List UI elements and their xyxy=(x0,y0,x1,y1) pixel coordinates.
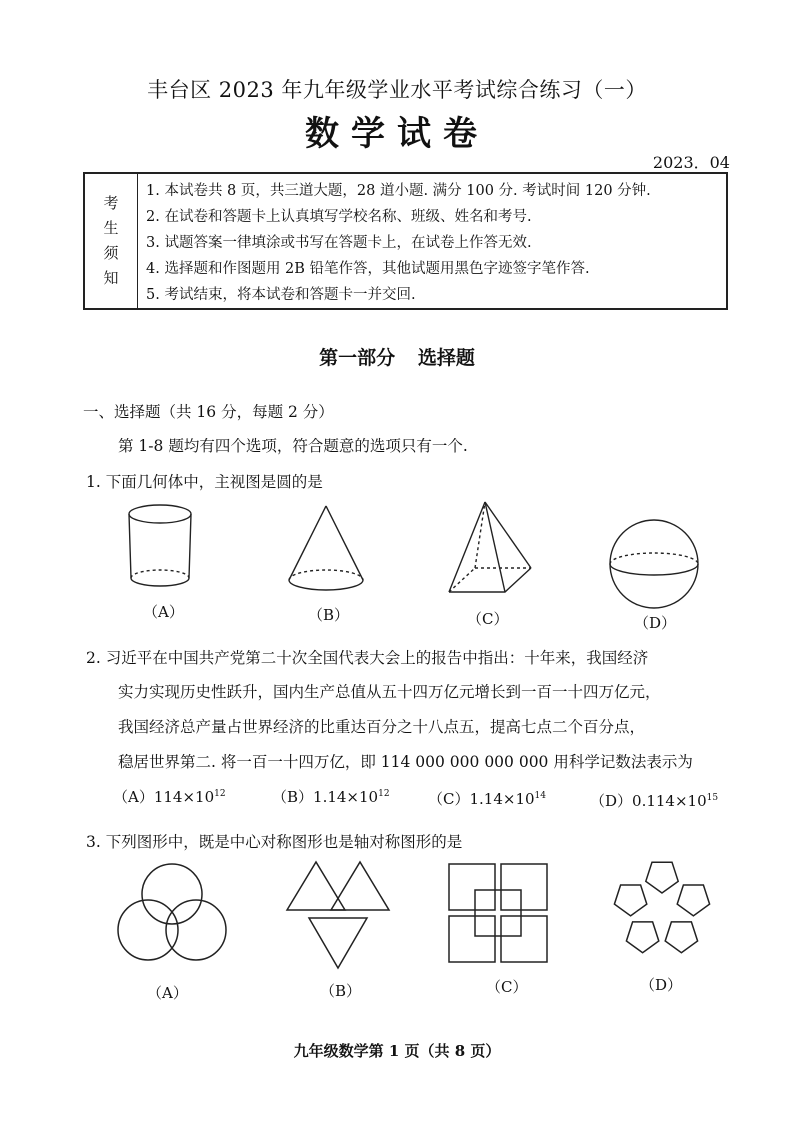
notice-item: 3. 试题答案一律填涂或书写在答题卡上，在试卷上作答无效. xyxy=(146,235,532,251)
q3-option-b-label: （B） xyxy=(320,982,362,1000)
q3-option-d-label: （D） xyxy=(640,976,683,994)
candidate-notice-box xyxy=(83,172,728,310)
q2-option-base: 114×10 xyxy=(153,788,215,806)
q1-option-a-label: （A） xyxy=(143,603,184,621)
notice-label xyxy=(85,174,138,308)
sphere-figure xyxy=(604,518,704,618)
part-title: 选择题 xyxy=(417,347,475,369)
q2-option-c xyxy=(428,788,546,809)
q2-option-exp: 14 xyxy=(534,791,546,801)
q2-option-label: （D） xyxy=(590,792,633,810)
q2-line: 实力实现历史性跃升，国内生产总值从五十四万亿元增长到一百一十四万亿元， xyxy=(118,683,661,701)
q3-stem: 3. 下列图形中，既是中心对称图形也是轴对称图形的是 xyxy=(86,833,463,851)
q2-option-label: （C） xyxy=(428,790,470,808)
q2-line: 我国经济总产量占世界经济的比重达百分之十八点五，提高七点二个百分点， xyxy=(118,718,646,736)
notice-label-char: 生 xyxy=(103,219,119,237)
subject-title: 数学试卷 xyxy=(305,114,489,154)
q2-option-label: （B） xyxy=(272,788,314,806)
cone-figure xyxy=(283,504,373,604)
pentagon-shape xyxy=(665,922,697,953)
pentagon-ring-figure xyxy=(607,852,717,962)
q2-option-exp: 12 xyxy=(214,789,226,799)
pentagon-shape xyxy=(677,885,709,916)
notice-item: 5. 考试结束，将本试卷和答题卡一并交回. xyxy=(146,287,416,303)
exam-title: 丰台区 2023 年九年级学业水平考试综合练习（一） xyxy=(147,78,647,102)
q1-option-b-label: （B） xyxy=(308,606,350,624)
q2-option-exp: 15 xyxy=(706,793,719,803)
notice-item: 2. 在试卷和答题卡上认真填写学校名称、班级、姓名和考号. xyxy=(146,209,532,225)
notice-label-char: 知 xyxy=(103,269,119,287)
cylinder-figure xyxy=(120,500,200,600)
q2-option-exp: 12 xyxy=(378,789,390,799)
pentagon-shape xyxy=(614,885,646,916)
q2-line: 2. 习近平在中国共产党第二十次全国代表大会上的报告中指出：十年来，我国经济 xyxy=(86,649,649,667)
notice-item: 1. 本试卷共 8 页，共三道大题，28 道小题. 满分 100 分. 考试时间 120 分钟. xyxy=(146,183,651,199)
part-heading xyxy=(0,343,794,370)
notice-label-char: 考 xyxy=(103,194,119,212)
square-pyramid-figure xyxy=(445,500,535,600)
q2-line: 稳居世界第二. 将一百一十四万亿，即 114 000 000 000 000 用科学记数法表示为 xyxy=(118,753,693,771)
q2-option-d xyxy=(590,790,718,811)
q2-option-base: 1.14×10 xyxy=(469,790,535,808)
q2-option-base: 0.114×10 xyxy=(632,792,707,810)
pentagon-shape xyxy=(646,862,678,893)
q3-option-c-label: （C） xyxy=(486,978,528,996)
q1-option-d-label: （D） xyxy=(634,614,677,632)
interlocked-squares-figure xyxy=(445,860,555,970)
section-note: 第 1-8 题均有四个选项，符合题意的选项只有一个. xyxy=(118,437,468,455)
three-triangles-figure xyxy=(285,860,395,975)
notice-label-char: 须 xyxy=(103,244,119,262)
pentagon-shape xyxy=(626,922,658,953)
q2-option-base: 1.14×10 xyxy=(313,788,379,806)
notice-item: 4. 选择题和作图题用 2B 铅笔作答，其他试题用黑色字迹签字笔作答. xyxy=(146,261,590,277)
part-name: 第一部分 xyxy=(319,347,396,369)
q1-stem: 1. 下面几何体中，主视图是圆的是 xyxy=(86,473,323,491)
q2-option-a xyxy=(113,786,226,807)
page-footer: 九年级数学第 1 页（共 8 页） xyxy=(293,1042,501,1060)
q2-option-b xyxy=(272,786,390,807)
exam-date: 2023．04 xyxy=(652,153,730,172)
q1-option-c-label: （C） xyxy=(467,610,509,628)
q2-option-label: （A） xyxy=(113,788,154,806)
section-heading: 一、选择题（共 16 分，每题 2 分） xyxy=(83,403,334,421)
three-circles-figure xyxy=(116,860,226,970)
notice-items xyxy=(138,174,726,308)
q3-option-a-label: （A） xyxy=(147,984,188,1002)
